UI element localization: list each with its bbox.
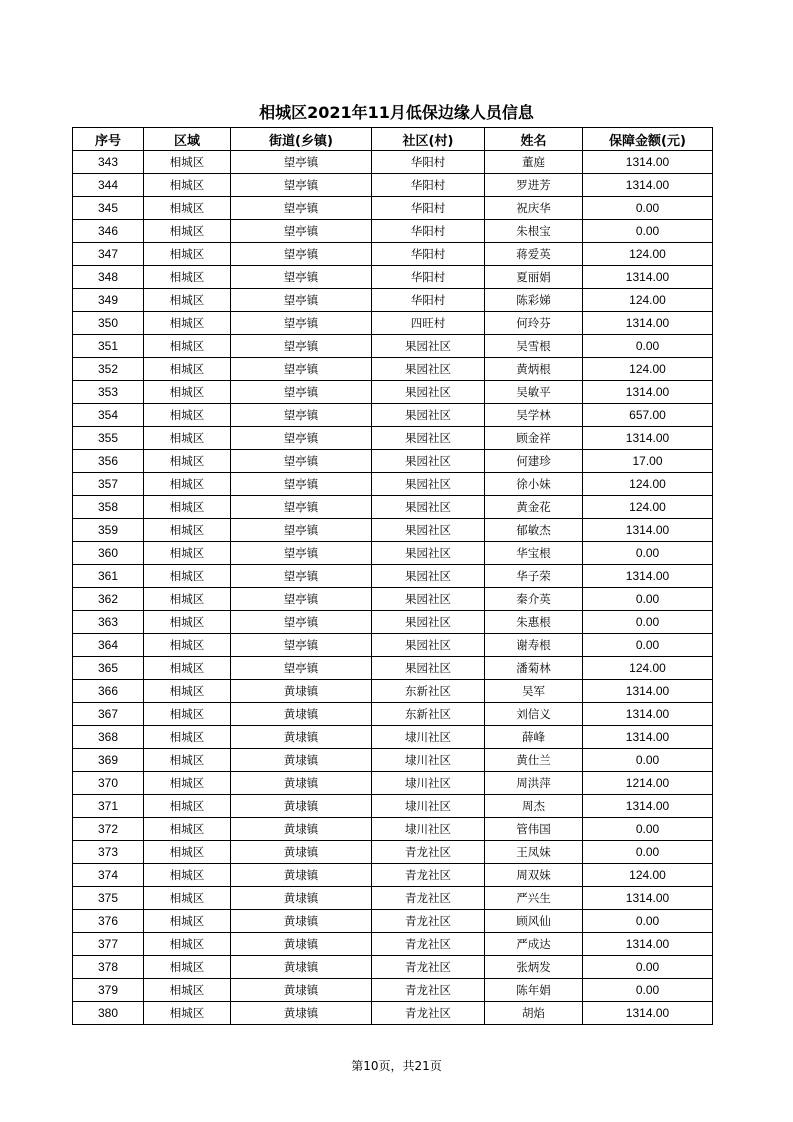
table-row <box>73 703 713 726</box>
row-index-cell: 376 <box>73 910 144 933</box>
table-row <box>73 887 713 910</box>
row-amount-cell: 17.00 <box>583 450 713 473</box>
row-district-cell: 相城区 <box>144 197 231 220</box>
row-street-cell: 黄埭镇 <box>231 772 372 795</box>
col-header-amount: 保障金额(元) <box>583 128 713 151</box>
row-street-cell: 黄埭镇 <box>231 818 372 841</box>
row-name-cell: 何玲芬 <box>485 312 583 335</box>
col-header-name: 姓名 <box>485 128 583 151</box>
table-row <box>73 588 713 611</box>
row-index-cell: 350 <box>73 312 144 335</box>
row-district-cell: 相城区 <box>144 450 231 473</box>
row-index-cell: 379 <box>73 979 144 1002</box>
table-row <box>73 657 713 680</box>
row-amount-cell: 1314.00 <box>583 887 713 910</box>
row-district-cell: 相城区 <box>144 335 231 358</box>
row-amount-cell: 124.00 <box>583 496 713 519</box>
row-street-cell: 望亭镇 <box>231 312 372 335</box>
row-district-cell: 相城区 <box>144 381 231 404</box>
row-index-cell: 345 <box>73 197 144 220</box>
row-district-cell: 相城区 <box>144 795 231 818</box>
row-name-cell: 薛峰 <box>485 726 583 749</box>
row-street-cell: 黄埭镇 <box>231 726 372 749</box>
row-index-cell: 362 <box>73 588 144 611</box>
row-street-cell: 望亭镇 <box>231 611 372 634</box>
row-amount-cell: 1314.00 <box>583 680 713 703</box>
row-street-cell: 黄埭镇 <box>231 933 372 956</box>
table-row <box>73 956 713 979</box>
row-name-cell: 刘信义 <box>485 703 583 726</box>
table-row <box>73 381 713 404</box>
col-header-index: 序号 <box>73 128 144 151</box>
row-index-cell: 352 <box>73 358 144 381</box>
row-community-cell: 华阳村 <box>372 174 485 197</box>
row-community-cell: 果园社区 <box>372 565 485 588</box>
row-name-cell: 吴学林 <box>485 404 583 427</box>
row-community-cell: 埭川社区 <box>372 726 485 749</box>
row-community-cell: 果园社区 <box>372 611 485 634</box>
row-index-cell: 359 <box>73 519 144 542</box>
row-amount-cell: 0.00 <box>583 335 713 358</box>
table-row <box>73 933 713 956</box>
row-amount-cell: 1214.00 <box>583 772 713 795</box>
row-index-cell: 363 <box>73 611 144 634</box>
table-row <box>73 312 713 335</box>
row-name-cell: 夏丽娟 <box>485 266 583 289</box>
row-name-cell: 周洪萍 <box>485 772 583 795</box>
table-row <box>73 289 713 312</box>
row-index-cell: 346 <box>73 220 144 243</box>
row-community-cell: 埭川社区 <box>372 772 485 795</box>
row-street-cell: 望亭镇 <box>231 588 372 611</box>
table-row <box>73 841 713 864</box>
row-amount-cell: 0.00 <box>583 910 713 933</box>
row-name-cell: 张炳发 <box>485 956 583 979</box>
row-name-cell: 吴敏平 <box>485 381 583 404</box>
row-amount-cell: 1314.00 <box>583 381 713 404</box>
row-street-cell: 望亭镇 <box>231 381 372 404</box>
row-amount-cell: 0.00 <box>583 197 713 220</box>
row-street-cell: 望亭镇 <box>231 174 372 197</box>
row-street-cell: 望亭镇 <box>231 266 372 289</box>
row-amount-cell: 124.00 <box>583 289 713 312</box>
row-community-cell: 果园社区 <box>372 657 485 680</box>
row-district-cell: 相城区 <box>144 266 231 289</box>
row-street-cell: 望亭镇 <box>231 473 372 496</box>
row-name-cell: 秦介英 <box>485 588 583 611</box>
row-amount-cell: 1314.00 <box>583 174 713 197</box>
table-row <box>73 542 713 565</box>
table-row <box>73 749 713 772</box>
row-name-cell: 罗进芳 <box>485 174 583 197</box>
row-index-cell: 365 <box>73 657 144 680</box>
row-amount-cell: 1314.00 <box>583 703 713 726</box>
row-amount-cell: 0.00 <box>583 841 713 864</box>
row-amount-cell: 0.00 <box>583 956 713 979</box>
row-community-cell: 果园社区 <box>372 542 485 565</box>
row-district-cell: 相城区 <box>144 634 231 657</box>
row-amount-cell: 1314.00 <box>583 266 713 289</box>
row-index-cell: 372 <box>73 818 144 841</box>
page-title: 相城区2021年11月低保边缘人员信息 <box>259 103 534 122</box>
table-row <box>73 519 713 542</box>
row-community-cell: 埭川社区 <box>372 818 485 841</box>
row-street-cell: 望亭镇 <box>231 519 372 542</box>
row-community-cell: 青龙社区 <box>372 1002 485 1025</box>
row-community-cell: 果园社区 <box>372 335 485 358</box>
row-street-cell: 黄埭镇 <box>231 910 372 933</box>
row-name-cell: 朱惠根 <box>485 611 583 634</box>
row-community-cell: 果园社区 <box>372 473 485 496</box>
row-district-cell: 相城区 <box>144 220 231 243</box>
table-row <box>73 174 713 197</box>
row-amount-cell: 0.00 <box>583 818 713 841</box>
row-community-cell: 果园社区 <box>372 450 485 473</box>
row-district-cell: 相城区 <box>144 496 231 519</box>
row-amount-cell: 1314.00 <box>583 519 713 542</box>
row-index-cell: 361 <box>73 565 144 588</box>
row-index-cell: 344 <box>73 174 144 197</box>
row-district-cell: 相城区 <box>144 174 231 197</box>
row-index-cell: 343 <box>73 151 144 174</box>
row-amount-cell: 1314.00 <box>583 1002 713 1025</box>
row-index-cell: 373 <box>73 841 144 864</box>
row-name-cell: 管伟国 <box>485 818 583 841</box>
row-index-cell: 366 <box>73 680 144 703</box>
row-street-cell: 黄埭镇 <box>231 749 372 772</box>
row-community-cell: 华阳村 <box>372 151 485 174</box>
row-community-cell: 青龙社区 <box>372 864 485 887</box>
row-district-cell: 相城区 <box>144 151 231 174</box>
table-row <box>73 611 713 634</box>
row-name-cell: 胡焰 <box>485 1002 583 1025</box>
table-row <box>73 335 713 358</box>
row-index-cell: 348 <box>73 266 144 289</box>
row-name-cell: 顾金祥 <box>485 427 583 450</box>
row-index-cell: 370 <box>73 772 144 795</box>
row-index-cell: 358 <box>73 496 144 519</box>
row-street-cell: 望亭镇 <box>231 289 372 312</box>
header-row <box>73 128 713 151</box>
row-district-cell: 相城区 <box>144 772 231 795</box>
row-community-cell: 埭川社区 <box>372 795 485 818</box>
table-row <box>73 243 713 266</box>
row-index-cell: 375 <box>73 887 144 910</box>
table-row <box>73 680 713 703</box>
row-index-cell: 377 <box>73 933 144 956</box>
row-street-cell: 望亭镇 <box>231 565 372 588</box>
row-index-cell: 364 <box>73 634 144 657</box>
row-index-cell: 356 <box>73 450 144 473</box>
row-street-cell: 黄埭镇 <box>231 1002 372 1025</box>
row-community-cell: 青龙社区 <box>372 910 485 933</box>
row-name-cell: 华宝根 <box>485 542 583 565</box>
row-name-cell: 祝庆华 <box>485 197 583 220</box>
row-index-cell: 349 <box>73 289 144 312</box>
row-street-cell: 黄埭镇 <box>231 703 372 726</box>
row-amount-cell: 1314.00 <box>583 726 713 749</box>
row-district-cell: 相城区 <box>144 703 231 726</box>
row-street-cell: 黄埭镇 <box>231 979 372 1002</box>
row-community-cell: 青龙社区 <box>372 956 485 979</box>
row-name-cell: 黄炳根 <box>485 358 583 381</box>
row-name-cell: 徐小妹 <box>485 473 583 496</box>
page-footer: 第10页，共21页 <box>351 1059 442 1073</box>
table-row <box>73 565 713 588</box>
row-name-cell: 陈彩娣 <box>485 289 583 312</box>
row-community-cell: 东新社区 <box>372 680 485 703</box>
col-header-community: 社区(村) <box>372 128 485 151</box>
row-name-cell: 黄仕兰 <box>485 749 583 772</box>
row-street-cell: 望亭镇 <box>231 220 372 243</box>
row-name-cell: 吴雪根 <box>485 335 583 358</box>
row-amount-cell: 0.00 <box>583 611 713 634</box>
row-district-cell: 相城区 <box>144 588 231 611</box>
row-community-cell: 华阳村 <box>372 243 485 266</box>
row-name-cell: 严兴生 <box>485 887 583 910</box>
row-community-cell: 果园社区 <box>372 496 485 519</box>
table-row <box>73 151 713 174</box>
row-community-cell: 青龙社区 <box>372 933 485 956</box>
row-amount-cell: 0.00 <box>583 634 713 657</box>
row-amount-cell: 124.00 <box>583 358 713 381</box>
row-street-cell: 望亭镇 <box>231 542 372 565</box>
table-row <box>73 404 713 427</box>
row-name-cell: 陈年娟 <box>485 979 583 1002</box>
row-community-cell: 果园社区 <box>372 427 485 450</box>
row-community-cell: 青龙社区 <box>372 841 485 864</box>
row-street-cell: 望亭镇 <box>231 450 372 473</box>
row-street-cell: 望亭镇 <box>231 358 372 381</box>
row-name-cell: 郁敏杰 <box>485 519 583 542</box>
table-row <box>73 634 713 657</box>
row-amount-cell: 124.00 <box>583 864 713 887</box>
row-amount-cell: 124.00 <box>583 243 713 266</box>
row-amount-cell: 1314.00 <box>583 312 713 335</box>
row-index-cell: 354 <box>73 404 144 427</box>
table-row <box>73 864 713 887</box>
row-community-cell: 华阳村 <box>372 197 485 220</box>
row-index-cell: 367 <box>73 703 144 726</box>
table-row <box>73 818 713 841</box>
row-district-cell: 相城区 <box>144 933 231 956</box>
row-district-cell: 相城区 <box>144 864 231 887</box>
row-street-cell: 黄埭镇 <box>231 841 372 864</box>
table-row <box>73 910 713 933</box>
row-amount-cell: 1314.00 <box>583 427 713 450</box>
row-index-cell: 360 <box>73 542 144 565</box>
row-index-cell: 380 <box>73 1002 144 1025</box>
row-district-cell: 相城区 <box>144 404 231 427</box>
row-street-cell: 望亭镇 <box>231 634 372 657</box>
row-index-cell: 374 <box>73 864 144 887</box>
row-community-cell: 华阳村 <box>372 266 485 289</box>
row-name-cell: 周双妹 <box>485 864 583 887</box>
row-district-cell: 相城区 <box>144 749 231 772</box>
row-index-cell: 357 <box>73 473 144 496</box>
row-community-cell: 果园社区 <box>372 588 485 611</box>
row-community-cell: 东新社区 <box>372 703 485 726</box>
row-street-cell: 望亭镇 <box>231 404 372 427</box>
row-district-cell: 相城区 <box>144 542 231 565</box>
row-community-cell: 果园社区 <box>372 358 485 381</box>
row-name-cell: 潘菊林 <box>485 657 583 680</box>
row-index-cell: 368 <box>73 726 144 749</box>
row-district-cell: 相城区 <box>144 956 231 979</box>
table-row <box>73 427 713 450</box>
row-amount-cell: 1314.00 <box>583 151 713 174</box>
row-district-cell: 相城区 <box>144 565 231 588</box>
row-index-cell: 378 <box>73 956 144 979</box>
row-amount-cell: 124.00 <box>583 657 713 680</box>
row-district-cell: 相城区 <box>144 358 231 381</box>
row-district-cell: 相城区 <box>144 473 231 496</box>
row-street-cell: 望亭镇 <box>231 197 372 220</box>
row-amount-cell: 1314.00 <box>583 795 713 818</box>
row-community-cell: 埭川社区 <box>372 749 485 772</box>
row-name-cell: 吴军 <box>485 680 583 703</box>
row-street-cell: 望亭镇 <box>231 151 372 174</box>
table-row <box>73 1002 713 1025</box>
row-index-cell: 369 <box>73 749 144 772</box>
row-amount-cell: 1314.00 <box>583 933 713 956</box>
row-community-cell: 华阳村 <box>372 289 485 312</box>
row-community-cell: 四旺村 <box>372 312 485 335</box>
table-row <box>73 450 713 473</box>
row-street-cell: 黄埭镇 <box>231 956 372 979</box>
row-name-cell: 朱根宝 <box>485 220 583 243</box>
table-row <box>73 266 713 289</box>
row-community-cell: 果园社区 <box>372 404 485 427</box>
row-name-cell: 蒋爱英 <box>485 243 583 266</box>
row-street-cell: 望亭镇 <box>231 335 372 358</box>
table-row <box>73 496 713 519</box>
row-district-cell: 相城区 <box>144 1002 231 1025</box>
allowance-table <box>72 127 713 1025</box>
row-amount-cell: 0.00 <box>583 979 713 1002</box>
row-community-cell: 青龙社区 <box>372 979 485 1002</box>
row-district-cell: 相城区 <box>144 680 231 703</box>
row-district-cell: 相城区 <box>144 611 231 634</box>
row-district-cell: 相城区 <box>144 887 231 910</box>
row-street-cell: 黄埭镇 <box>231 795 372 818</box>
row-street-cell: 望亭镇 <box>231 427 372 450</box>
row-index-cell: 351 <box>73 335 144 358</box>
row-name-cell: 王凤妹 <box>485 841 583 864</box>
row-district-cell: 相城区 <box>144 979 231 1002</box>
row-district-cell: 相城区 <box>144 289 231 312</box>
row-community-cell: 华阳村 <box>372 220 485 243</box>
row-index-cell: 355 <box>73 427 144 450</box>
row-street-cell: 黄埭镇 <box>231 864 372 887</box>
row-name-cell: 黄金花 <box>485 496 583 519</box>
table-row <box>73 979 713 1002</box>
table-body <box>73 151 713 1025</box>
col-header-street: 街道(乡镇) <box>231 128 372 151</box>
row-district-cell: 相城区 <box>144 818 231 841</box>
table-row <box>73 795 713 818</box>
row-community-cell: 果园社区 <box>372 634 485 657</box>
table-row <box>73 358 713 381</box>
row-street-cell: 黄埭镇 <box>231 887 372 910</box>
row-street-cell: 黄埭镇 <box>231 680 372 703</box>
row-index-cell: 371 <box>73 795 144 818</box>
row-amount-cell: 0.00 <box>583 749 713 772</box>
table-row <box>73 473 713 496</box>
row-community-cell: 果园社区 <box>372 519 485 542</box>
row-district-cell: 相城区 <box>144 657 231 680</box>
row-community-cell: 青龙社区 <box>372 887 485 910</box>
row-district-cell: 相城区 <box>144 427 231 450</box>
row-name-cell: 周杰 <box>485 795 583 818</box>
row-name-cell: 华子荣 <box>485 565 583 588</box>
row-name-cell: 何建珍 <box>485 450 583 473</box>
row-index-cell: 347 <box>73 243 144 266</box>
row-amount-cell: 1314.00 <box>583 565 713 588</box>
row-district-cell: 相城区 <box>144 910 231 933</box>
row-amount-cell: 124.00 <box>583 473 713 496</box>
row-index-cell: 353 <box>73 381 144 404</box>
row-amount-cell: 0.00 <box>583 542 713 565</box>
row-name-cell: 顾风仙 <box>485 910 583 933</box>
table-row <box>73 726 713 749</box>
row-amount-cell: 657.00 <box>583 404 713 427</box>
row-district-cell: 相城区 <box>144 312 231 335</box>
row-street-cell: 望亭镇 <box>231 657 372 680</box>
row-name-cell: 严成达 <box>485 933 583 956</box>
row-name-cell: 谢寿根 <box>485 634 583 657</box>
row-amount-cell: 0.00 <box>583 588 713 611</box>
col-header-district: 区域 <box>144 128 231 151</box>
row-district-cell: 相城区 <box>144 726 231 749</box>
row-district-cell: 相城区 <box>144 243 231 266</box>
row-amount-cell: 0.00 <box>583 220 713 243</box>
row-district-cell: 相城区 <box>144 841 231 864</box>
table-row <box>73 197 713 220</box>
row-community-cell: 果园社区 <box>372 381 485 404</box>
table-row <box>73 772 713 795</box>
row-district-cell: 相城区 <box>144 519 231 542</box>
table-row <box>73 220 713 243</box>
row-street-cell: 望亭镇 <box>231 496 372 519</box>
row-name-cell: 董庭 <box>485 151 583 174</box>
row-street-cell: 望亭镇 <box>231 243 372 266</box>
